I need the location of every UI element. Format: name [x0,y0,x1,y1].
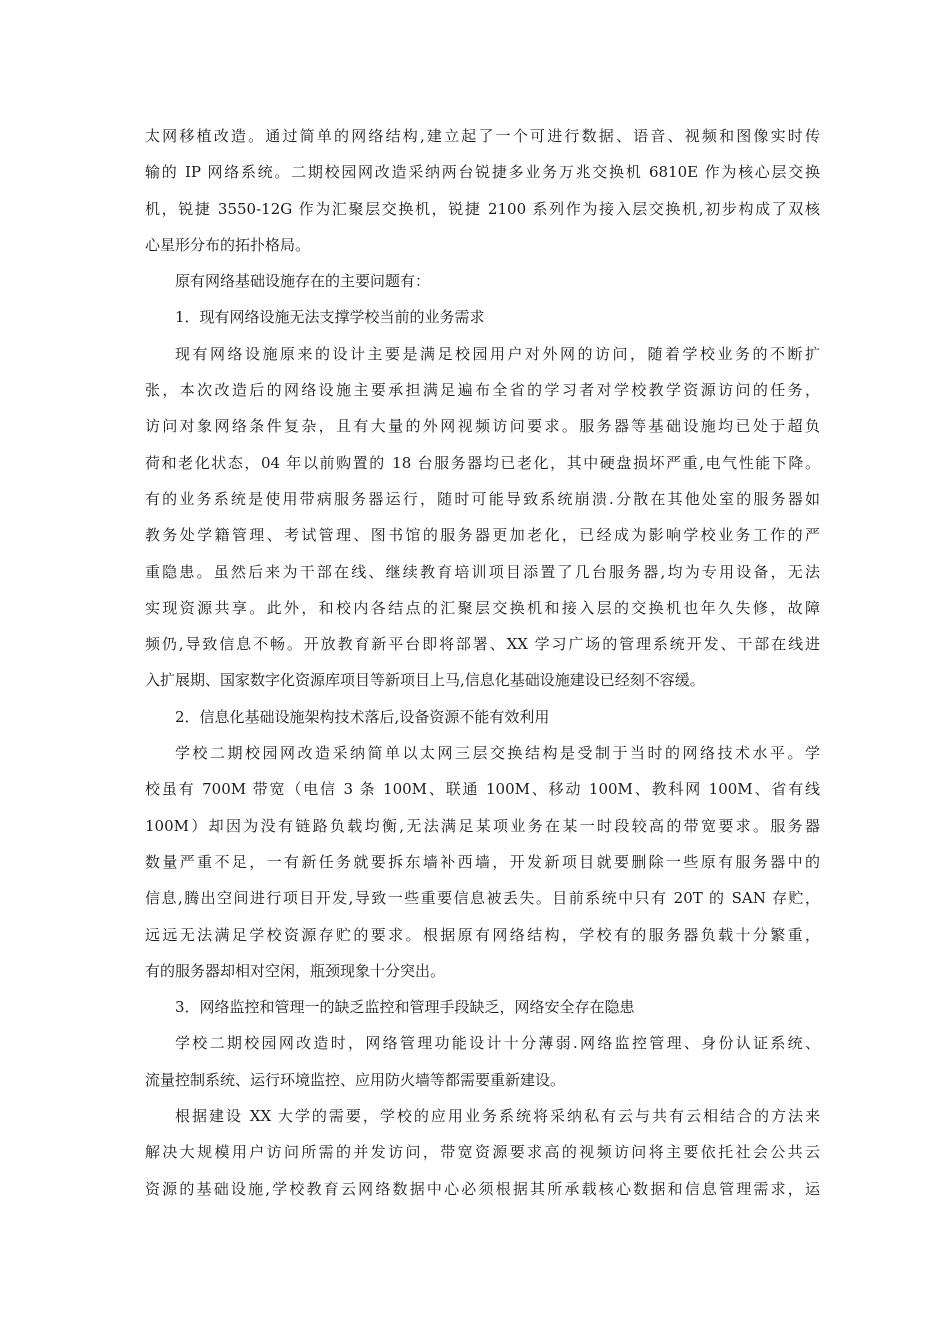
text-line: 教务处学籍管理、考试管理、图书馆的服务器更加老化，已经成为影响学校业务工作的严 [145,526,820,545]
text-line: 3．网络监控和管理一的缺乏监控和管理手段缺乏，网络安全存在隐患 [175,998,635,1017]
text-line: 流量控制系统、运行环境监控、应用防火墙等都需要重新建设。 [145,1070,566,1089]
text-line: 数量严重不足，一有新任务就要拆东墙补西墙，开发新项目就要删除一些原有服务器中的 [145,852,820,871]
text-line: 入扩展期、国家数字化资源库项目等新项目上马,信息化基础设施建设已经刻不容缓。 [145,671,705,690]
text-line: 根据建设 XX 大学的需要，学校的应用业务系统将采纳私有云与共有云相结合的方法来 [175,1107,820,1126]
text-line: 张，本次改造后的网络设施主要承担满足遍布全省的学习者对学校教学资源访问的任务， [145,381,820,400]
text-line: 学校二期校园网改造采纳简单以太网三层交换结构是受制于当时的网络技术水平。学 [175,744,820,763]
document-body [145,118,820,1207]
text-line: 输的 IP 网络系统。二期校园网改造采纳两台锐捷多业务万兆交换机 6810E 作为核心层交换 [145,163,820,182]
text-line: 资源的基础设施,学校教育云网络数据中心必须根据其所承载核心数据和信息管理需求，运 [145,1179,820,1198]
text-line: 学校二期校园网改造时，网络管理功能设计十分薄弱.网络监控管理、身份认证系统、 [175,1034,820,1053]
text-line: 校虽有 700M 带宽（电信 3 条 100M、联通 100M、移动 100M、教科网 100M、省有线 [145,780,820,799]
text-line: 有的服务器却相对空闲，瓶颈现象十分突出。 [145,961,446,980]
text-line: 实现资源共享。此外，和校内各结点的汇聚层交换机和接入层的交换机也年久失修，故障 [145,598,820,617]
text-line: 心星形分布的拓扑格局。 [145,235,311,254]
text-line: 信息,腾出空间进行项目开发,导致一些重要信息被丢失。目前系统中只有 20T 的 SAN 存贮， [145,889,820,908]
text-line: 100M）却因为没有链路负载均衡,无法满足某项业务在某一时段较高的带宽要求。服务器 [145,816,820,835]
text-line: 有的业务系统是使用带病服务器运行，随时可能导致系统崩溃.分散在其他处室的服务器如 [145,489,820,508]
text-line: 访问对象网络条件复杂，且有大量的外网视频访问要求。服务器等基础设施均已处于超负 [145,417,820,436]
text-line: 太网移植改造。通过简单的网络结构,建立起了一个可进行数据、语音、视频和图像实时传 [145,127,820,145]
text-line: 机，锐捷 3550-12G 作为汇聚层交换机，锐捷 2100 系列作为接入层交换机,初步构成了双核 [145,199,820,218]
text-line: 解决大规模用户访问所需的并发访问，带宽资源要求高的视频访问将主要依托社会公共云 [145,1143,820,1162]
text-line: 现有网络设施原来的设计主要是满足校园用户对外网的访问，随着学校业务的不断扩 [175,344,820,363]
text-line: 重隐患。虽然后来为干部在线、继续教育培训项目添置了几台服务器,均为专用设备，无法 [145,562,820,581]
text-line: 原有网络基础设施存在的主要问题有： [175,272,431,291]
text-line: 远远无法满足学校资源存贮的要求。根据原有网络结构，学校有的服务器负载十分繁重， [145,925,820,944]
text-line: 1．现有网络设施无法支撑学校当前的业务需求 [175,308,485,327]
text-line: 频仍,导致信息不畅。开放教育新平台即将部署、XX 学习广场的管理系统开发、干部在线进 [145,635,820,654]
text-line: 2．信息化基础设施架构技术落后,设备资源不能有效利用 [175,707,550,726]
text-line: 荷和老化状态，04 年以前购置的 18 台服务器均已老化，其中硬盘损坏严重,电气性能下降。 [145,453,820,472]
